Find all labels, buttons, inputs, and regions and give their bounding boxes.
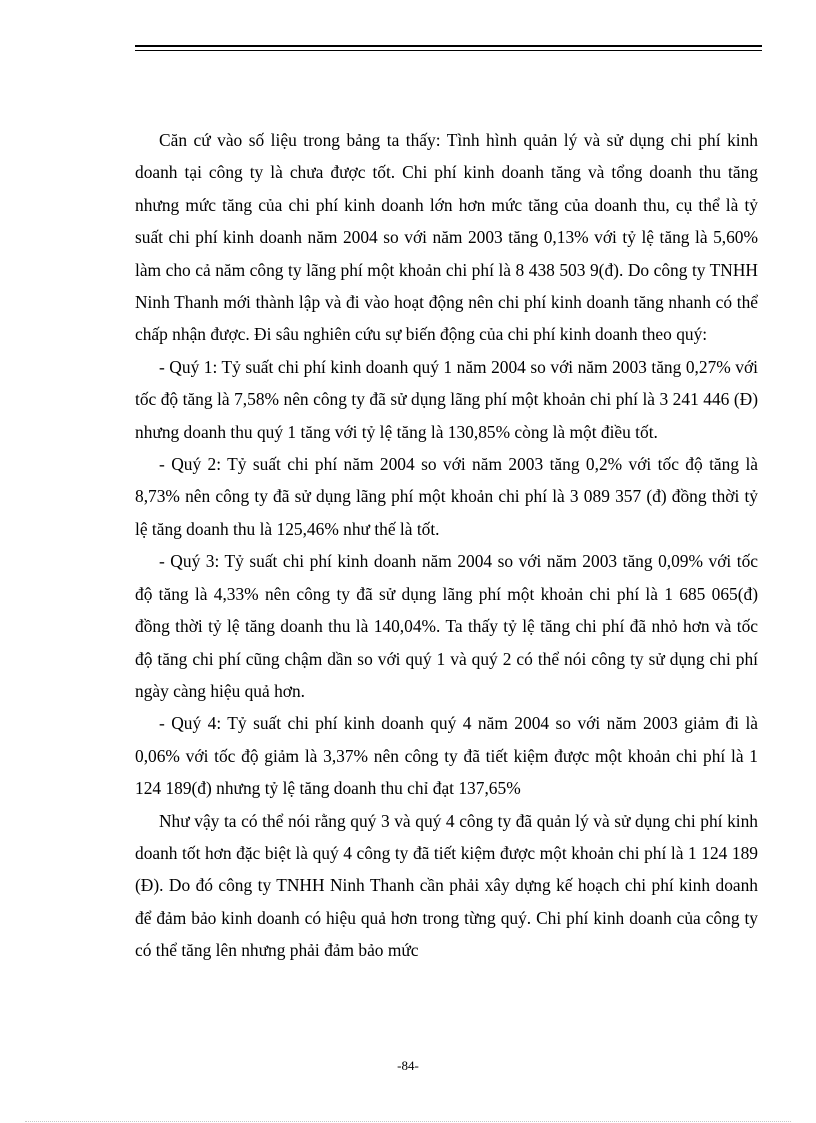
page-number: -84- — [397, 1058, 419, 1073]
paragraph-quarter-1: - Quý 1: Tỷ suất chi phí kinh doanh quý 1 năm 2004 so với năm 2003 tăng 0,27% với tốc độ tăng là 7,58% nên công ty đã sử dụng lãng phí một khoản chi phí là 3 241 446 (Đ) nhưng doanh thu quý 1 tăng với tỷ lệ tăng là 130,85% còng là một điều tốt. — [135, 356, 758, 442]
paragraph-intro: Căn cứ vào số liệu trong bảng ta thấy: Tình hình quản lý và sử dụng chi phí kinh doanh tại công ty là chưa được tốt. Chi phí kinh doanh tăng và tổng doanh thu tăng nhưng mức tăng của chi phí kinh doanh lớn hơn mức tăng của doanh thu, cụ thể là tỷ suất chi phí kinh doanh năm 2004 so với năm 2003 tăng 0,13% với tỷ lệ tăng là 5,60% làm cho cả năm công ty lãng phí một khoản chi phí là 8 438 503 9(đ). Do công ty TNHH Ninh Thanh mới thành lập và đi vào hoạt động nên chi phí kinh doanh tăng nhanh có thể chấp nhận được. Đi sâu nghiên cứu sự biến động của chi phí kinh doanh theo quý: — [135, 130, 758, 345]
paragraph-conclusion: Như vậy ta có thể nói rằng quý 3 và quý 4 công ty đã quản lý và sử dụng chi phí kinh doanh tốt hơn đặc biệt là quý 4 công ty đã tiết kiệm được một khoản chi phí là 1 124 189 (Đ). Do đó công ty TNHH Ninh Thanh cần phải xây dựng kế hoạch chi phí kinh doanh để đảm bảo kinh doanh có hiệu quả hơn trong từng quý. Chi phí kinh doanh của công ty có thể tăng lên nhưng phải đảm bảo mức — [135, 810, 758, 961]
page-bottom-border — [25, 1121, 791, 1122]
header-rule-thick-line — [135, 45, 762, 47]
paragraph-quarter-4: - Quý 4: Tỷ suất chi phí kinh doanh quý 4 năm 2004 so với năm 2003 giảm đi là 0,06% với tốc độ giảm là 3,37% nên công ty đã tiết kiệm được một khoản chi phí là 1 124 189(đ) nhưng tỷ lệ tăng doanh thu chỉ đạt 137,65% — [135, 713, 758, 799]
paragraph-quarter-3: - Quý 3: Tỷ suất chi phí kinh doanh năm 2004 so với năm 2003 tăng 0,09% với tốc độ tăng là 4,33% nên công ty đã sử dụng lãng phí một khoản chi phí là 1 685 065(đ) đồng thời tỷ lệ tăng doanh thu là 140,04%. Ta thấy tỷ lệ tăng chi phí đã nhỏ hơn và tốc độ tăng chi phí cũng chậm dần so với quý 1 và quý 2 có thể nói công ty sử dụng chi phí ngày càng hiệu quả hơn. — [135, 551, 758, 701]
header-rule-thin-line — [135, 50, 762, 51]
document-body — [135, 124, 758, 967]
paragraph-quarter-2: - Quý 2: Tỷ suất chi phí năm 2004 so với năm 2003 tăng 0,2% với tốc độ tăng là 8,73% nên công ty đã sử dụng lãng phí một khoản chi phí là 3 089 357 (đ) đồng thời tỷ lệ tăng doanh thu là 125,46% như thế là tốt. — [135, 454, 758, 539]
header-rule — [135, 45, 762, 53]
